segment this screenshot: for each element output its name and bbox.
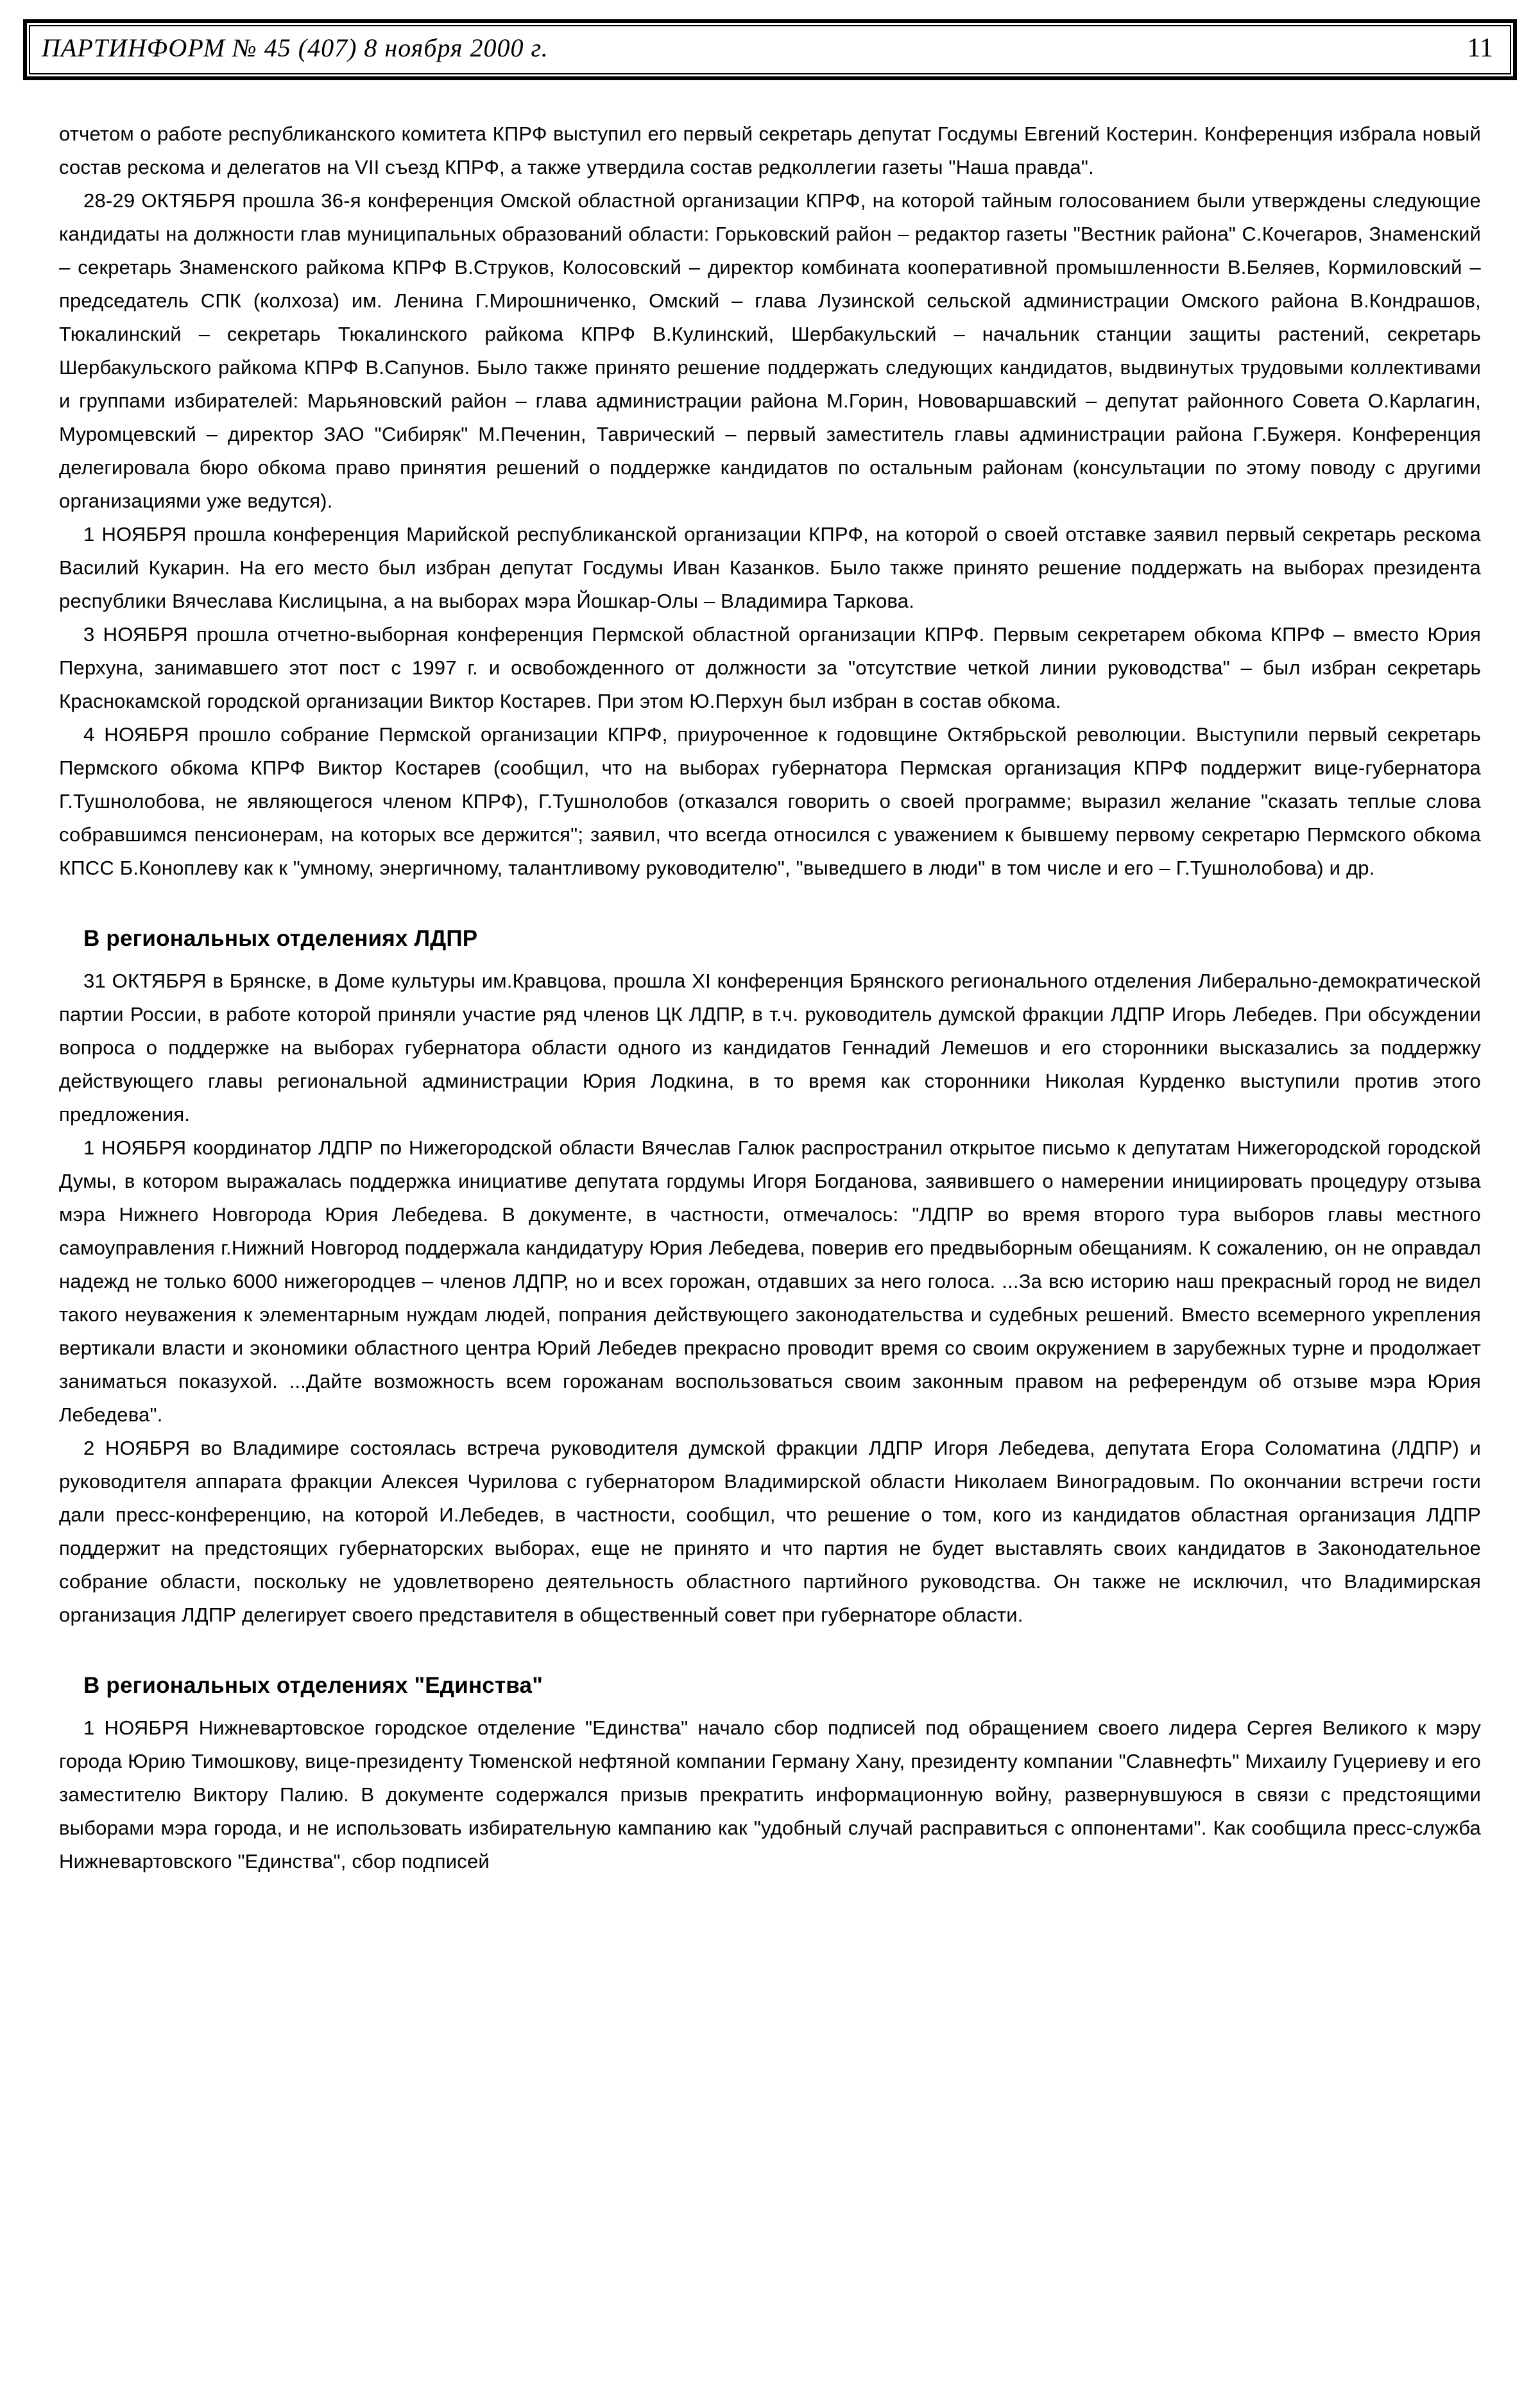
document-content [0, 80, 1540, 1904]
section-heading: В региональных отделениях ЛДПР [83, 926, 478, 951]
newsletter-title: ПАРТИНФОРМ № 45 (407) 8 ноября 2000 г. [42, 33, 549, 62]
paragraph: 2 НОЯБРЯ во Владимире состоялась встреча руководителя думской фракции ЛДПР Игоря Лебедева, депутата Егора Соломатина (ЛДПР) и руководителя аппарата фракции Алексея Чурилова с губернатором Владимирской области Николаем Виноградовым. По окончании встречи гости дали пресс-конференцию, на которой И.Лебедев, в частности, сообщил, что решение о том, кого из кандидатов областная организация ЛДПР поддержит на предстоящих губернаторских выборах, еще не принято и что партия не будет выставлять своих кандидатов в Законодательное собрание области, поскольку не удовлетворено деятельность областного партийного руководства. Он также не исключил, что Владимирская организация ЛДПР делегирует своего представителя в общественный совет при губернаторе области. [59, 1437, 1481, 1626]
paragraph: 4 НОЯБРЯ прошло собрание Пермской организации КПРФ, приуроченное к годовщине Октябрьской революции. Выступили первый секретарь Пермского обкома КПРФ Виктор Костарев (сообщил, что на выборах губернатора Пермская организация КПРФ поддержит вице-губернатора Г.Тушнолобова, не являющегося членом КПРФ), Г.Тушнолобов (отказался говорить о своей программе; выразил желание "сказать теплые слова собравшимся пенсионерам, на которых все держится"; заявил, что всегда относился с уважением к бывшему первому секретарю Пермского обкома КПСС Б.Коноплеву как к "умному, энергичному, талантливому руководителю", "выведшего в люди" в том числе и его – Г.Тушнолобова) и др. [59, 723, 1481, 879]
paragraph: 3 НОЯБРЯ прошла отчетно-выборная конференция Пермской областной организации КПРФ. Первым секретарем обкома КПРФ – вместо Юрия Перхуна, занимавшего этот пост с 1997 г. и освобожденного от должности за "отсутствие четкой линии руководства" – был избран секретарь Краснокамской городской организации Виктор Костарев. При этом Ю.Перхун был избран в состав обкома. [59, 623, 1481, 712]
paragraph: отчетом о работе республиканского комитета КПРФ выступил его первый секретарь депутат Госдумы Евгений Костерин. Конференция избрала новый состав рескома и делегатов на VII съезд КПРФ, а также утвердила состав редколлегии газеты "Наша правда". [59, 123, 1481, 178]
paragraph: 28-29 ОКТЯБРЯ прошла 36-я конференция Омской областной организации КПРФ, на которой тайным голосованием были утверждены следующие кандидаты на должности глав муниципальных образований области: Горьковский район – редактор газеты "Вестник района" С.Кочегаров, Знаменский – секретарь Знаменского райкома КПРФ В.Струков, Колосовский – директор комбината кооперативной промышленности В.Беляев, Кормиловский – председатель СПК (колхоза) им. Ленина Г.Мирошниченко, Омский – глава Лузинской сельской администрации Омского района В.Кондрашов, Тюкалинский – секретарь Тюкалинского райкома КПРФ В.Кулинский, Шербакульский – начальник станции защиты растений, секретарь Шербакульского райкома КПРФ В.Сапунов. Было также принято решение поддержать следующих кандидатов, выдвинутых трудовыми коллективами и группами избирателей: Марьяновский район – глава администрации района М.Горин, Нововаршавский – депутат районного Совета О.Карлагин, Муромцевский – директор ЗАО "Сибиряк" М.Печенин, Таврический – первый заместитель главы администрации района Г.Бужеря. Конференция делегировала бюро обкома право принятия решений о поддержке кандидатов по остальным районам (консультации по этому поводу с другими организациями уже ведутся). [59, 189, 1481, 512]
section-heading: В региональных отделениях "Единства" [83, 1673, 543, 1698]
paragraph: 1 НОЯБРЯ прошла конференция Марийской республиканской организации КПРФ, на которой о своей отставке заявил первый секретарь рескома Василий Кукарин. На его место был избран депутат Госдумы Иван Казанков. Было также принято решение поддержать на выборах президента республики Вячеслава Кислицына, а на выборах мэра Йошкар-Олы – Владимира Таркова. [59, 523, 1481, 612]
paragraph: 31 ОКТЯБРЯ в Брянске, в Доме культуры им.Кравцова, прошла XI конференция Брянского регионального отделения Либерально-демократической партии России, в работе которой приняли участие ряд членов ЦК ЛДПР, в т.ч. руководитель думской фракции ЛДПР Игорь Лебедев. При обсуждении вопроса о поддержке на выборах губернатора области одного из кандидатов Геннадий Лемешов и его сторонники высказались за поддержку действующего главы региональной администрации Юрия Лодкина, в то время как сторонники Николая Курденко выступили против этого предложения. [59, 970, 1481, 1126]
paragraph: 1 НОЯБРЯ координатор ЛДПР по Нижегородской области Вячеслав Галюк распространил открытое письмо к депутатам Нижегородской городской Думы, в котором выражалась поддержка инициативе депутата гордумы Игоря Богданова, заявившего о намерении инициировать процедуру отзыва мэра Нижнего Новгорода Юрия Лебедева. В документе, в частности, отмечалось: "ЛДПР во время второго тура выборов главы местного самоуправления г.Нижний Новгород поддержала кандидатуру Юрия Лебедева, поверив его предвыборным обещаниям. К сожалению, он не оправдал надежд не только 6000 нижегородцев – членов ЛДПР, но и всех горожан, отдавших за него голоса. ...За всю историю наш прекрасный город не видел такого неуважения к элементарным нуждам людей, попрания действующего законодательства и судебных решений. Вместо всемерного укрепления вертикали власти и экономики областного центра Юрий Лебедев прекрасно проводит время со своим окружением в зарубежных турне и продолжает заниматься показухой. ...Дайте возможность всем горожанам воспользоваться своим законным правом на референдум об отзыве мэра Юрия Лебедева". [59, 1136, 1481, 1426]
running-head [29, 25, 1511, 74]
page-number: 11 [1467, 33, 1493, 63]
running-head-box [23, 19, 1517, 80]
paragraph: 1 НОЯБРЯ Нижневартовское городское отделение "Единства" начало сбор подписей под обращением своего лидера Сергея Великого к мэру города Юрию Тимошкову, вице-президенту Тюменской нефтяной компании Герману Хану, президенту компании "Славнефть" Михаилу Гуцериеву и его заместителю Виктору Палию. В документе содержался призыв прекратить информационную войну, развернувшуюся в связи с предстоящими выборами мэра города, и не использовать избирательную кампанию как "удобный случай расправиться с оппонентами". Как сообщила пресс-служба Нижневартовского "Единства", сбор подписей [59, 1717, 1481, 1872]
